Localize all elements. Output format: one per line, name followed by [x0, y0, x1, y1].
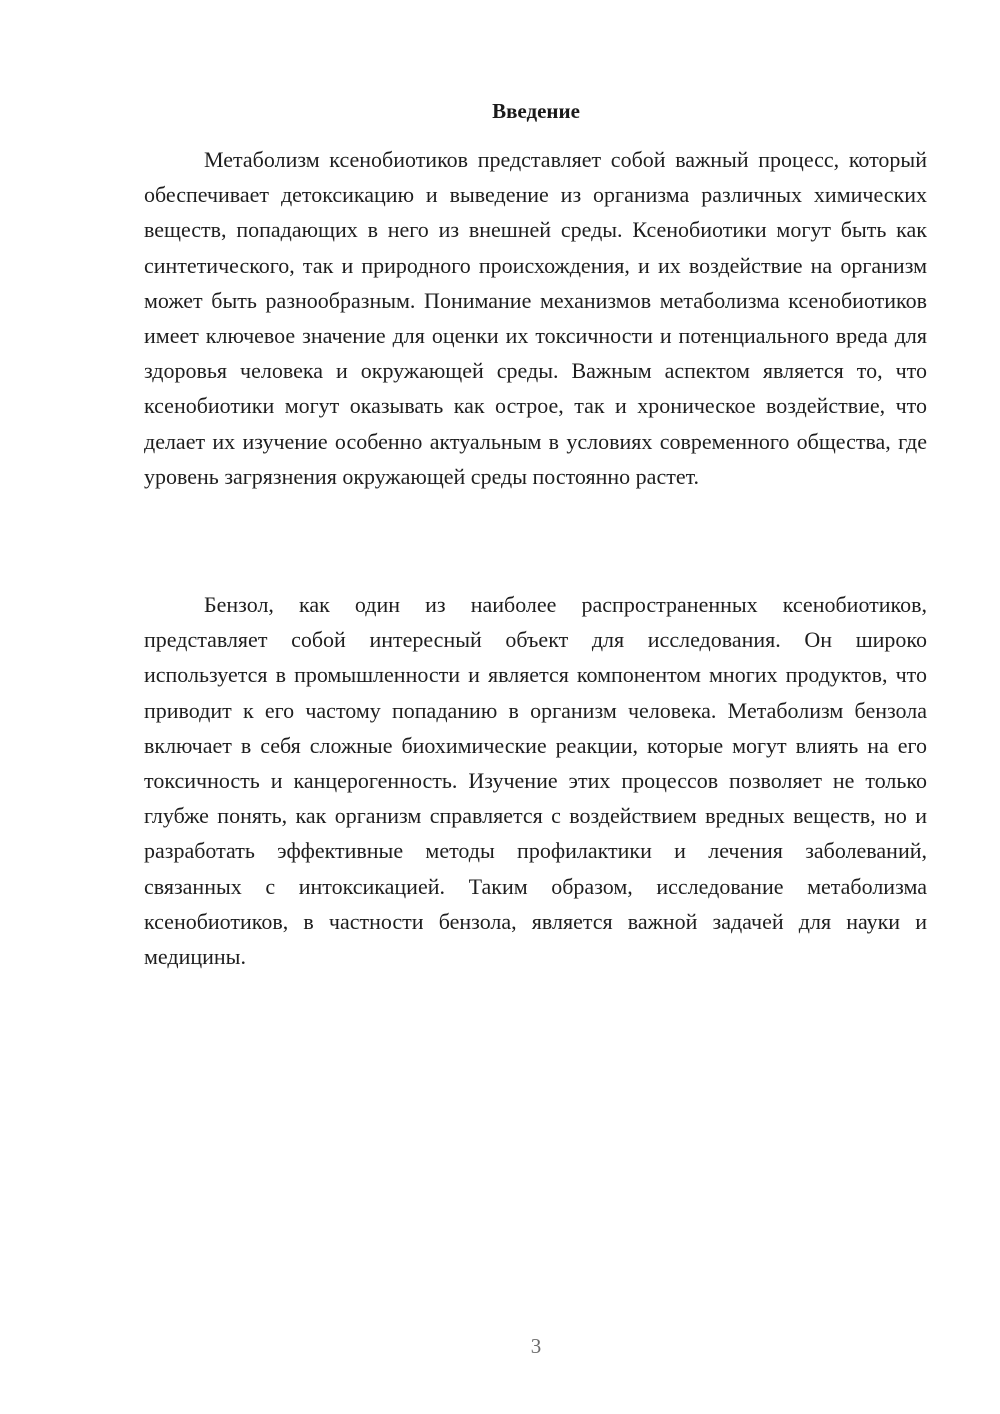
paragraph-introduction-2: Бензол, как один из наиболее распространенных ксенобиотиков, представляет собой интересный объект для исследования. Он широко используется в промышленности и является компонентом многих продуктов, что приводит к его частому попаданию в организм человека. Метаболизм бензола включает в себя сложные биохимические реакции, которые могут влиять на его токсичность и канцерогенность. Изучение этих процессов позволяет не только глубже понять, как организм справляется с воздействием вредных веществ, но и разработать эффективные методы профилактики и лечения заболеваний, связанных с интоксикацией. Таким образом, исследование метаболизма ксенобиотиков, в частности бензола, является важной задачей для науки и медицины.	[144, 592, 927, 970]
page-number: 3	[530, 1334, 542, 1358]
section-heading: Введение	[492, 99, 580, 123]
paragraph-introduction-1: Метаболизм ксенобиотиков представляет собой важный процесс, который обеспечивает детоксикацию и выведение из организма различных химических веществ, попадающих в него из внешней среды. Ксенобиотики могут быть как синтетического, так и природного происхождения, и их воздействие на организм может быть разнообразным. Понимание механизмов метаболизма ксенобиотиков имеет ключевое значение для оценки их токсичности и потенциального вреда для здоровья человека и окружающей среды. Важным аспектом является то, что ксенобиотики могут оказывать как острое, так и хроническое воздействие, что делает их изучение особенно актуальным в условиях современного общества, где уровень загрязнения окружающей среды постоянно растет.	[144, 147, 927, 489]
